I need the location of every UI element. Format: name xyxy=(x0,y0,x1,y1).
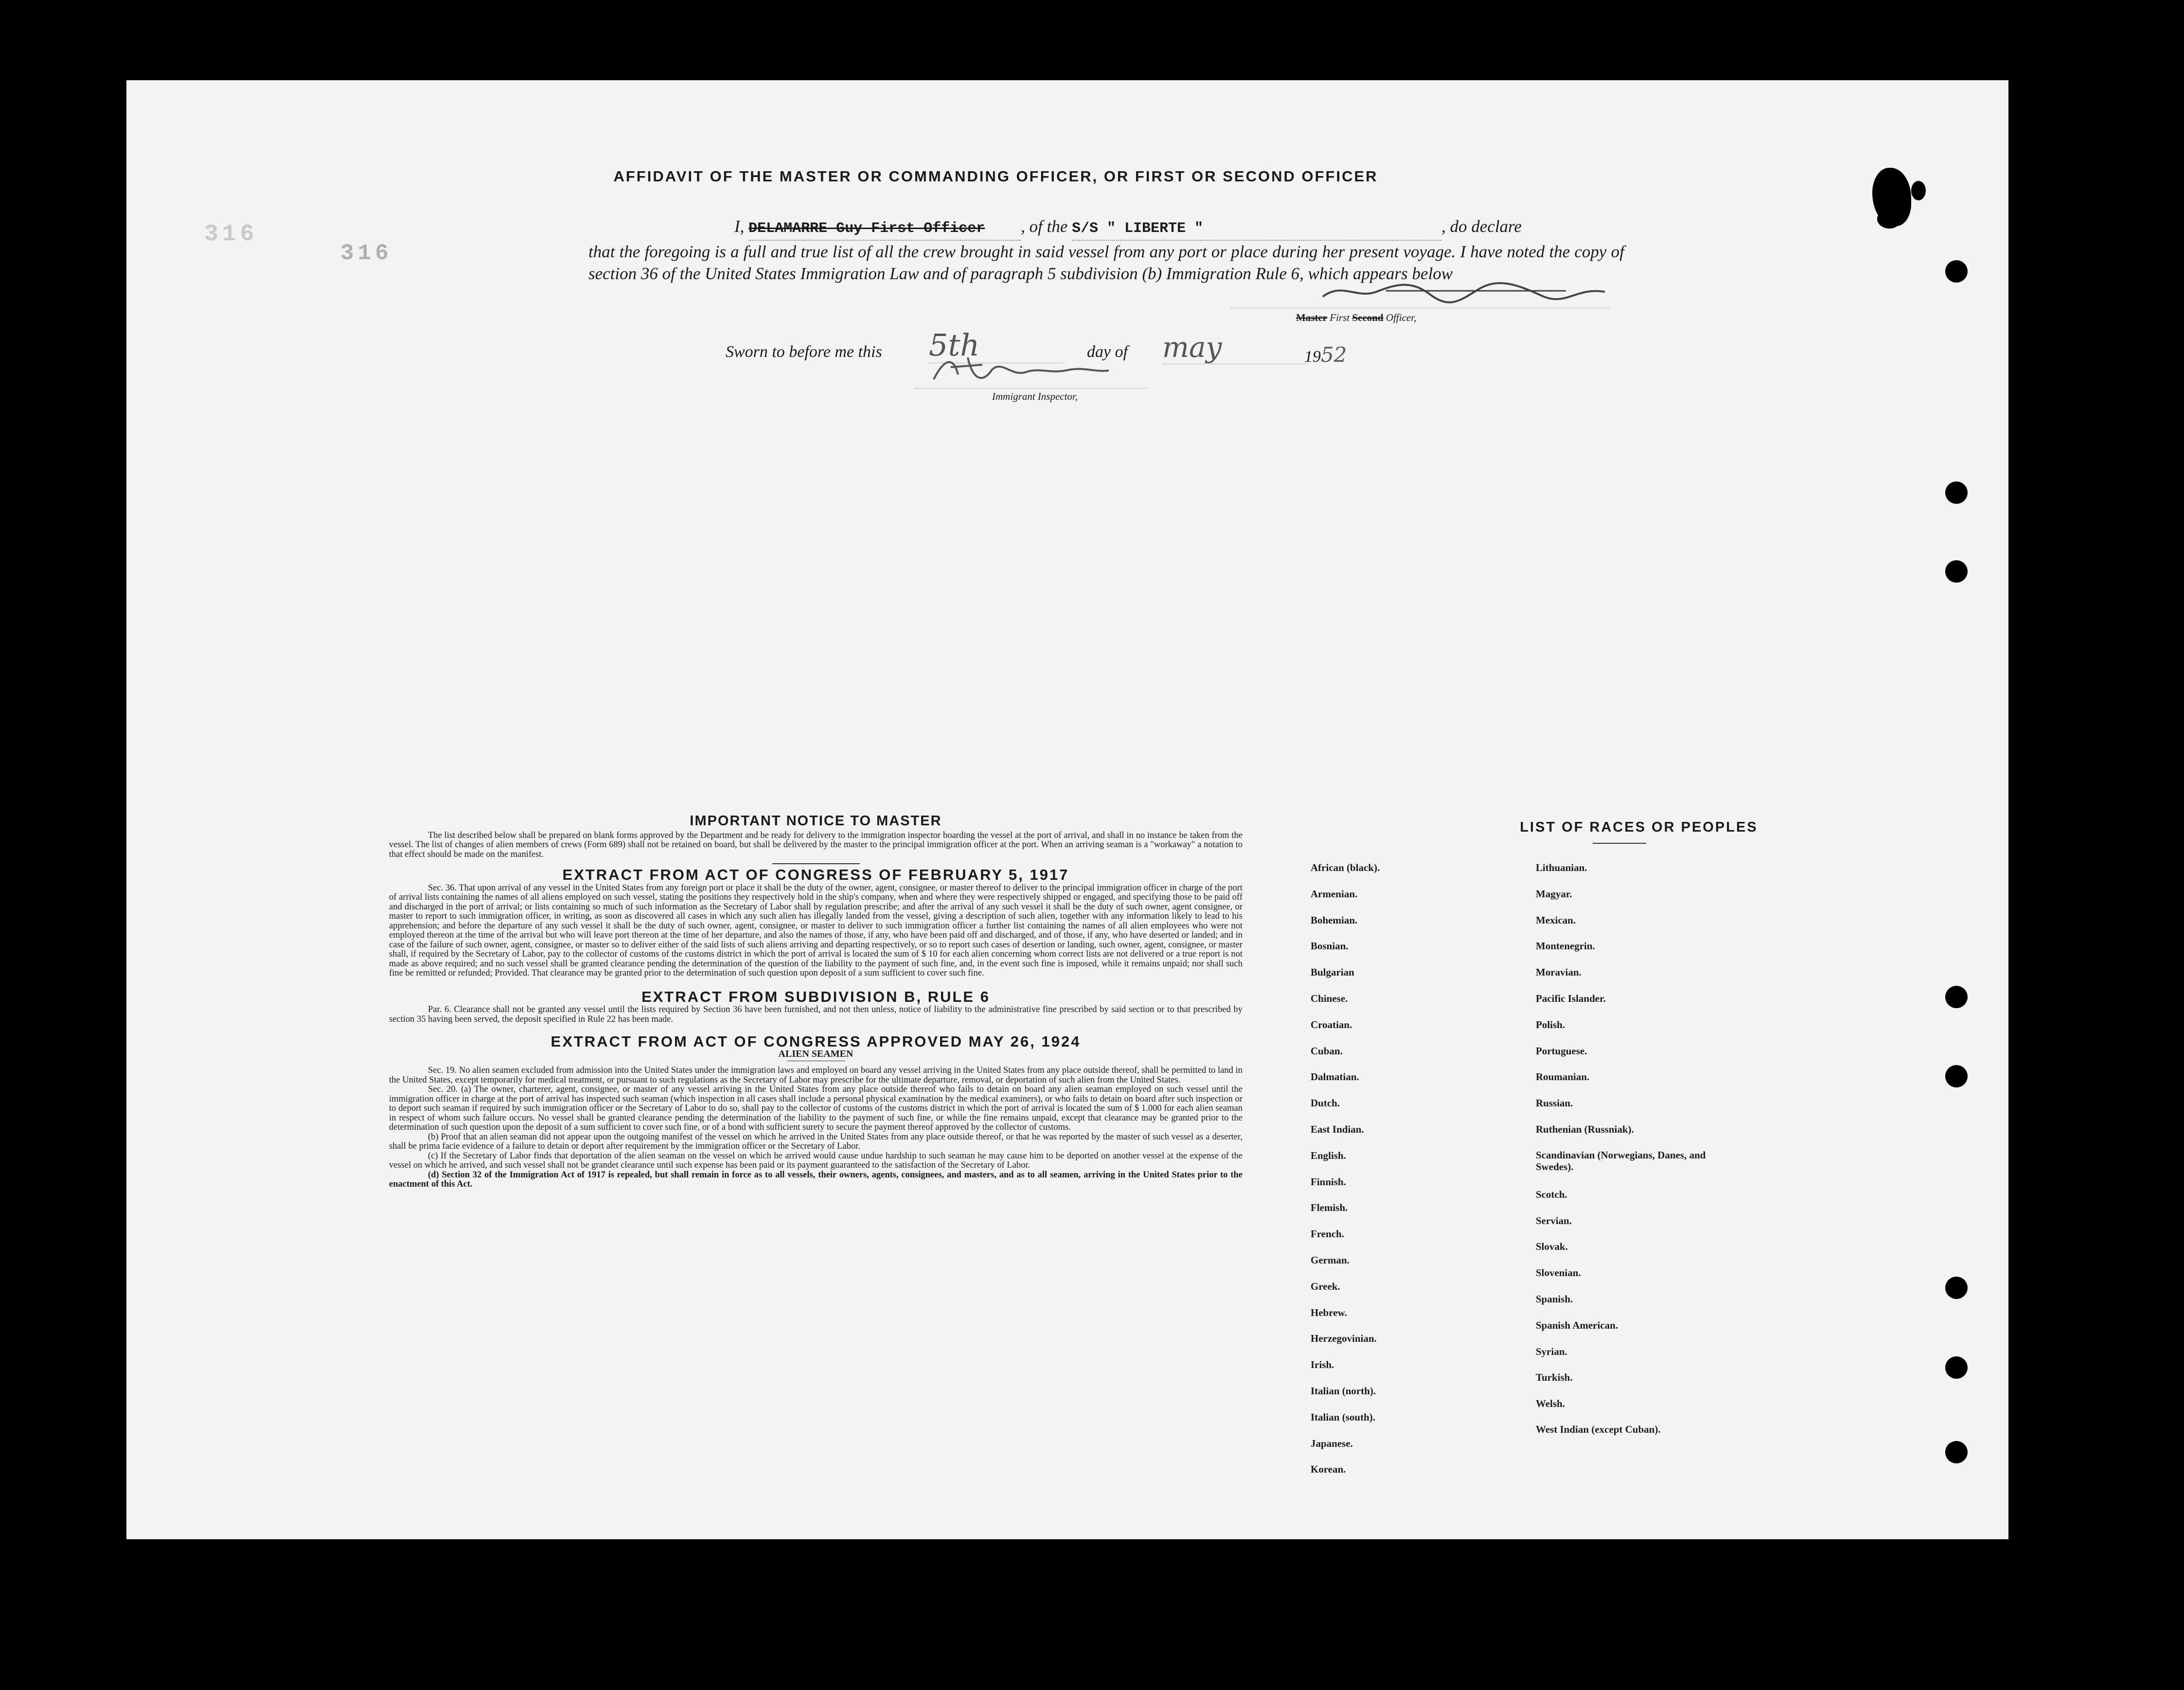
race-item: English. xyxy=(1311,1149,1346,1161)
race-item: Hebrew. xyxy=(1311,1306,1347,1318)
day-of-label: day of xyxy=(1087,343,1128,361)
year-prefix: 19 xyxy=(1304,348,1321,366)
race-item: Slovenian. xyxy=(1536,1267,1581,1279)
race-item: Polish. xyxy=(1536,1018,1565,1031)
race-item: Finnish. xyxy=(1311,1175,1346,1188)
race-item: Irish. xyxy=(1311,1359,1334,1371)
declaration-paragraph xyxy=(588,215,1624,285)
race-item: Greek. xyxy=(1311,1280,1340,1292)
officer-title-struck-second: Second xyxy=(1352,312,1384,323)
race-item: Portuguese. xyxy=(1536,1045,1587,1057)
race-item: West Indian (except Cuban). xyxy=(1536,1423,1661,1435)
year-suffix: 52 xyxy=(1321,343,1347,367)
punch-hole xyxy=(1945,1065,1968,1087)
sworn-line xyxy=(726,343,882,361)
declarant-name: DELAMARRE Guy First Officer xyxy=(748,218,1021,241)
race-item: Turkish. xyxy=(1536,1371,1573,1384)
vessel-name: S/S " LIBERTE " xyxy=(1072,218,1441,241)
race-item: Magyar. xyxy=(1536,888,1572,900)
ink-blot xyxy=(1877,209,1901,229)
notice-block xyxy=(389,813,1243,1190)
sworn-month: may xyxy=(1162,331,1308,364)
inspector-signature-line xyxy=(914,388,1148,389)
race-item: Flemish. xyxy=(1311,1202,1348,1214)
sworn-label: Sworn to before me this xyxy=(726,343,882,361)
declaration-statement: that the foregoing is a full and true list of all the crew brought in said vessel from any port or place during her present voyage. I have noted the copy of section 36 of the United States Immigration Law and of paragraph 5 subdivision (b) Immigration Rule 6, which appears below xyxy=(588,242,1624,283)
race-item: Croatian. xyxy=(1311,1018,1352,1031)
punch-hole xyxy=(1945,1356,1968,1379)
race-item: Bulgarian xyxy=(1311,966,1354,978)
divider xyxy=(772,863,860,864)
extract-1917-title: EXTRACT FROM ACT OF CONGRESS OF FEBRUARY 5, 1917 xyxy=(562,866,1069,883)
page-number: 316 xyxy=(340,241,392,266)
race-item: Scotch. xyxy=(1536,1188,1567,1200)
races-title: LIST OF RACES OR PEOPLES xyxy=(1520,819,1758,835)
race-item: Pacific Islander. xyxy=(1536,992,1606,1004)
races-list-left xyxy=(1311,861,1486,1489)
race-item: Roumanian. xyxy=(1536,1071,1590,1083)
races-list-right xyxy=(1536,861,1721,1450)
punch-hole xyxy=(1945,1277,1968,1299)
race-item: Welsh. xyxy=(1536,1398,1565,1410)
race-item: Cuban. xyxy=(1311,1045,1343,1057)
officer-title xyxy=(1296,312,1416,324)
race-item: Japanese. xyxy=(1311,1437,1353,1449)
race-item: Moravian. xyxy=(1536,966,1581,978)
declare-suffix: , do declare xyxy=(1441,217,1522,236)
extract-1924-paragraph: (b) Proof that an alien seaman did not appear upon the outgoing manifest of the vessel on which he arrived in the United States from any place outside thereof, or that he was reported by the master of such vessel as a deserter, shall be prima facie evidence of a failure to detain or deport after requirement by the immigration officer or the Secretary of Labor. xyxy=(389,1132,1243,1151)
extract-1917-text: Sec. 36. That upon arrival of any vessel in the United States from any foreign port or place it shall be the duty of the owner, agent, consignee, or master thereof to deliver to the principal immigration officer in charge of the port of arrival lists containing the names of all aliens employed on such vessel, stating the positions they respectively hold in the ship's company, when and where they were respectively shipped or engaged, and specifying those to be paid off and discharged in the port of arrival; or lists containing so much of such information as the Secretary of Labor shall by regulation prescribe; and after the arrival of any such vessel it shall be the duty of such owner, agent consignee, or master to report to such immigration officer, in writing, as soon as discovered all cases in which any such alien has illegally landed from the vessel, giving a description of such alien, together with any information likely to lead to his apprehension; and before the departure of any such vessel it shall be the duty of such owner, agent, consignee, or master to deliver to such immigration officer a further list containing the names of all alien employees who were not employed thereon at the time of the arrival but who will leave port thereon at the time of her departure, and also the names of those, if any, who have been paid off and discharged, and of those, if any, who have deserted or landed; and in case of the failure of such owner, agent, consignee, or master so to deliver either of the said lists of such aliens arriving and departing respectively, or so to report such cases of desertion or landing, such owner, agent, consignee, or master shall, if required by the Secretary of Labor, pay to the collector of customs of the customs district in which the port of arrival is located the sum of $ 10 for each alien concerning whom correct lists are not delivered or a true report is not made as above required; and no such vessel shall be granted clearance pending the determination of the question of the liability to the payment of such fine, and, in the event such fine is imposed, while it remains unpaid; nor shall such fine be remitted or refunded; Provided. That clearance may be granted prior to the determination of such question upon deposit of a sum sufficient to cover such fine. xyxy=(389,883,1243,978)
race-item: Montenegrin. xyxy=(1536,940,1595,952)
ink-blot xyxy=(1911,181,1926,200)
officer-title-suffix: Officer, xyxy=(1385,312,1417,323)
race-item: African (black). xyxy=(1311,862,1380,873)
punch-hole xyxy=(1945,986,1968,1008)
race-item: Armenian. xyxy=(1311,888,1358,900)
notice-text: The list described below shall be prepared on blank forms approved by the Department and be ready for delivery to the immigration inspector boarding the vessel at the port of arrival, and shall in no instance be taken from the vessel. The list of changes of alien members of crews (Form 689) shall not be retained on board, but shall be delivered by the master to the principal immigration officer at the port. When an arriving seaman is a "workaway" a notation to that effect should be made on the manifest. xyxy=(389,830,1243,859)
race-item: Russian. xyxy=(1536,1097,1573,1109)
extract-1924-paragraph: Sec. 20. (a) The owner, charterer, agent, consignee, or master of any vessel arriving in the United States from any place outside thereof who fails to detain on board any alien seaman employed on such vessel until the immigration officer in charge at the port of arrival has inspected such seaman (which inspection in all cases shall include a personal physical examination by the medical examiners), or who fails to detain on board after such inspection or to deport such seaman if required by such immigration officer or the Secretary of Labor to do so, shall pay to the collector of customs of the customs district in which the port of arrival is located the sum of $ 1.000 for each alien seaman in respect of whom such failure occurs. No vessel shall be granted clearance pending the determination of the liability to the payment of such fine, or while the fine remains unpaid, except that clearance may be granted prior to the determination of such question upon the deposit of a sum sufficient to cover such fine, or of a bond with sufficient surety to secure the payment thereof approved by the collector of customs. xyxy=(389,1085,1243,1132)
race-item: Bohemian. xyxy=(1311,914,1358,926)
race-item: Korean. xyxy=(1311,1463,1346,1476)
extract-1924-subtitle: ALIEN SEAMEN xyxy=(778,1048,853,1059)
affidavit-title: AFFIDAVIT OF THE MASTER OR COMMANDING OFFICER, OR FIRST OR SECOND OFFICER xyxy=(613,168,1378,185)
race-item: Ruthenian (Russniak). xyxy=(1536,1123,1634,1135)
race-item: Italian (north). xyxy=(1311,1385,1376,1397)
notice-title: IMPORTANT NOTICE TO MASTER xyxy=(690,813,942,829)
race-item: Chinese. xyxy=(1311,992,1348,1004)
declarant-prefix: I, xyxy=(734,217,745,236)
officer-title-struck-master: Master xyxy=(1296,312,1328,323)
race-item: Lithuanian. xyxy=(1536,862,1587,873)
extract-1924-title: EXTRACT FROM ACT OF CONGRESS APPROVED MAY 26, 1924 xyxy=(550,1033,1081,1050)
race-item: Herzegovinian. xyxy=(1311,1333,1377,1345)
race-item: Dutch. xyxy=(1311,1097,1340,1109)
sworn-year xyxy=(1304,343,1347,367)
sworn-day: 5th xyxy=(929,327,1065,363)
inspector-label: Immigrant Inspector, xyxy=(992,391,1078,402)
extract-rule6-text: Par. 6. Clearance shall not be granted any vessel until the lists required by Section 36 have been furnished, and not then unless, notice of liability to the administrative fine prescribed by said section or to that prescribed by section 35 having been served, the deposit specified in Rule 22 has been made. xyxy=(389,1005,1243,1024)
punch-hole xyxy=(1945,560,1968,583)
punch-hole xyxy=(1945,1441,1968,1463)
document-page xyxy=(126,80,2008,1539)
extract-1924-paragraph: Sec. 19. No alien seamen excluded from admission into the United States under the immigration laws and employed on board any vessel arriving in the United States from any place outside thereof, shall be permitted to land in the United States, except temporarily for medical treatment, or pursuant to such regulations as the Secretary of Labor may prescribe for the ultimate departure, removal, or deportation of such alien from the United States. xyxy=(389,1066,1243,1085)
extract-1924-paragraph: (c) If the Secretary of Labor finds that deportation of the alien seaman on the vessel on which he arrived would cause undue hardship to such seaman he may cause him to be deported on another vessel at the expense of the vessel on which he arrived, and such vessel shall not be grandet clearance until such expense has been paid or its payment guaranteed to the satisfaction of the Secretary of Labor. xyxy=(389,1151,1243,1170)
race-item: Spanish. xyxy=(1536,1293,1573,1305)
bleed-through-page-number: 316 xyxy=(204,221,258,248)
extract-1924-paragraph: (d) Section 32 of the Immigration Act of 1917 is repealed, but shall remain in force as to all vessels, their owners, agents, consignees, and masters, and as to all seamen, arriving in the United States prior to the enactment of this Act. xyxy=(389,1170,1243,1189)
officer-signature xyxy=(1313,277,1615,306)
race-item: Syrian. xyxy=(1536,1345,1567,1357)
extract-rule6-title: EXTRACT FROM SUBDIVISION B, RULE 6 xyxy=(641,988,990,1005)
race-item: Spanish American. xyxy=(1536,1319,1618,1331)
race-item: French. xyxy=(1311,1228,1345,1240)
races-title-rule xyxy=(1593,843,1646,844)
race-item: Bosnian. xyxy=(1311,940,1349,952)
punch-hole xyxy=(1945,260,1968,283)
race-item: Mexican. xyxy=(1536,914,1576,926)
race-item: German. xyxy=(1311,1254,1349,1266)
officer-title-first: First xyxy=(1330,312,1350,323)
race-item: East Indian. xyxy=(1311,1123,1364,1135)
race-item: Italian (south). xyxy=(1311,1411,1376,1423)
punch-hole xyxy=(1945,481,1968,504)
race-item: Scandinavian (Norwegians, Danes, and Swedes). xyxy=(1536,1149,1706,1173)
race-item: Servian. xyxy=(1536,1214,1572,1227)
inspector-signature xyxy=(924,350,1119,389)
race-item: Dalmatian. xyxy=(1311,1071,1359,1083)
of-the-label: , of the xyxy=(1021,217,1068,236)
race-item: Slovak. xyxy=(1536,1241,1568,1253)
